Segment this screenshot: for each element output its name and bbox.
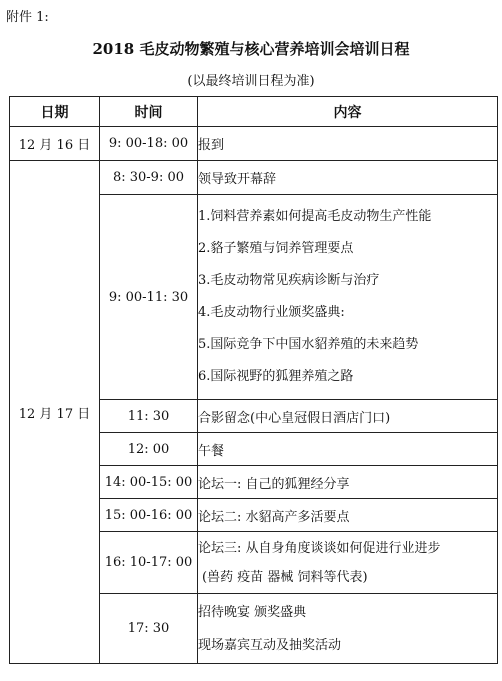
page-subtitle: (以最终培训日程为准) [187, 74, 315, 89]
content-cell [198, 594, 498, 664]
content-line: 1.饲料营养素如何提高毛皮动物生产性能 [198, 209, 432, 224]
date-cell: 12 月 16 日 [10, 127, 100, 161]
time-cell: 12: 00 [100, 433, 198, 466]
content-line: 6.国际视野的狐狸养殖之路 [198, 369, 354, 384]
content-line: 领导致开幕辞 [198, 172, 277, 187]
schedule-table [9, 96, 498, 664]
content-cell [198, 195, 498, 400]
content-line: 现场嘉宾互动及抽奖活动 [198, 637, 342, 653]
content-cell [198, 161, 498, 195]
table-row [10, 161, 498, 195]
time-cell: 16: 10-17: 00 [100, 532, 198, 594]
time-cell: 15: 00-16: 00 [100, 499, 198, 532]
content-cell [198, 433, 498, 466]
time-cell: 11: 30 [100, 400, 198, 433]
time-cell: 9: 00-18: 00 [100, 127, 198, 161]
content-line: 午餐 [198, 443, 225, 459]
header-date: 日期 [10, 97, 100, 127]
content-line: 合影留念(中心皇冠假日酒店门口) [198, 410, 391, 426]
content-cell [198, 532, 498, 594]
header-content: 内容 [198, 97, 498, 127]
content-cell [198, 400, 498, 433]
content-cell [198, 499, 498, 532]
content-line: 招待晚宴 颁奖盛典 [198, 604, 307, 620]
time-cell: 8: 30-9: 00 [100, 161, 198, 195]
content-line: 5.国际竞争下中国水貂养殖的未来趋势 [198, 337, 419, 352]
content-line: (兽药 疫苗 器械 饲料等代表) [202, 569, 368, 585]
header-time: 时间 [100, 97, 198, 127]
content-line: 报到 [198, 138, 225, 153]
content-line: 3.毛皮动物常见疾病诊断与治疗 [198, 273, 380, 288]
date-cell: 12 月 17 日 [10, 161, 100, 664]
content-line: 2.貉子繁殖与饲养管理要点 [198, 241, 354, 256]
table-header-row [10, 97, 498, 127]
content-line: 论坛三: 从自身角度谈谈如何促进行业进步 [198, 540, 441, 556]
time-cell: 14: 00-15: 00 [100, 466, 198, 499]
page-title: 2018 毛皮动物繁殖与核心营养培训会培训日程 [92, 40, 410, 58]
time-cell: 17: 30 [100, 594, 198, 664]
content-line: 论坛二: 水貂高产多活要点 [198, 509, 350, 525]
content-line: 论坛一: 自己的狐狸经分享 [198, 476, 350, 492]
content-cell [198, 466, 498, 499]
table-row [10, 127, 498, 161]
content-line: 4.毛皮动物行业颁奖盛典: [198, 305, 345, 320]
time-cell: 9: 00-11: 30 [100, 195, 198, 400]
content-cell [198, 127, 498, 161]
attachment-label: 附件 1: [6, 10, 49, 25]
